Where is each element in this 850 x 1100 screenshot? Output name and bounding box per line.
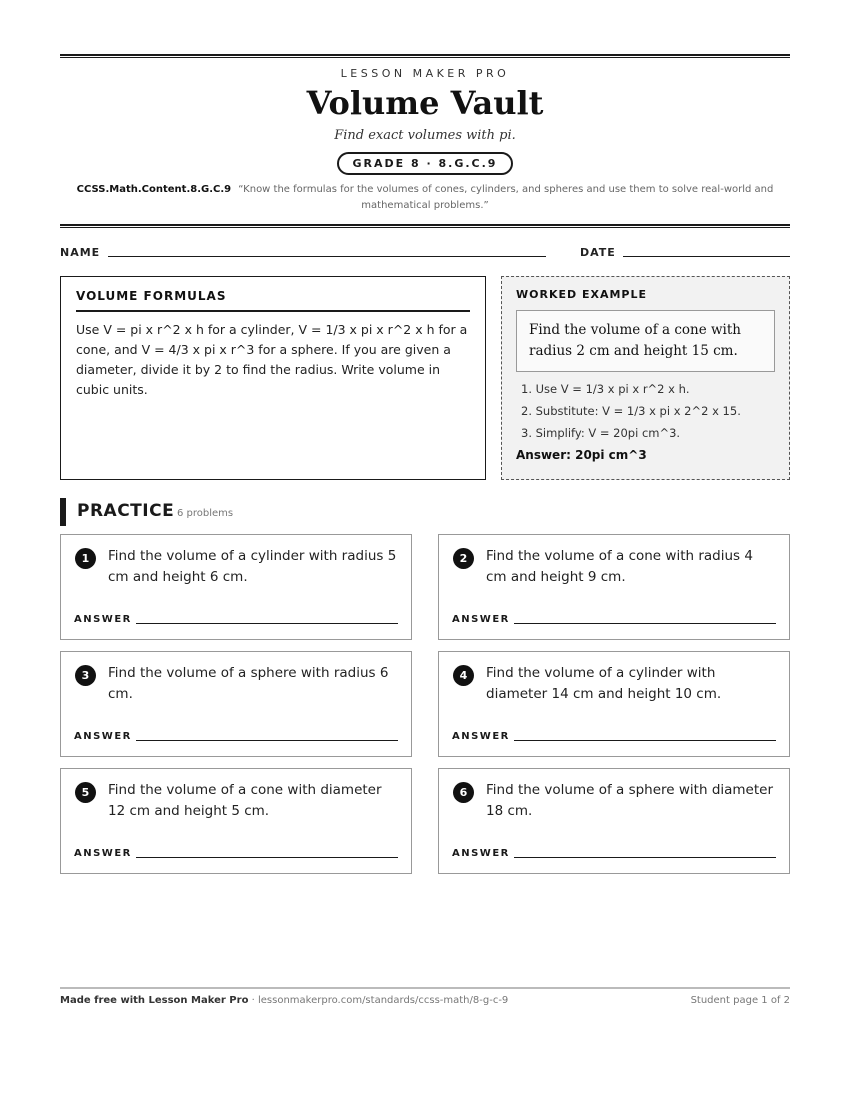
- problem-text: Find the volume of a sphere with radius 6 cm.: [108, 665, 389, 702]
- worksheet-page: [60, 0, 790, 1100]
- worked-example-box: [501, 276, 790, 480]
- answer-label: ANSWER: [452, 731, 510, 742]
- top-double-rule: [60, 54, 790, 58]
- problem-text: Find the volume of a cone with radius 4 cm and height 9 cm.: [486, 548, 753, 585]
- answer-label: ANSWER: [452, 848, 510, 859]
- example-steps: [516, 378, 775, 444]
- standard-code: CCSS.Math.Content.8.G.C.9: [76, 184, 232, 195]
- problem-number: 5: [75, 782, 96, 803]
- footer-page-number: Student page 1 of 2: [690, 995, 790, 1006]
- answer-label: ANSWER: [74, 731, 132, 742]
- problem-number: 2: [453, 548, 474, 569]
- problem-number: 1: [75, 548, 96, 569]
- answer-label: ANSWER: [452, 614, 510, 625]
- answer-label: ANSWER: [74, 614, 132, 625]
- problem-text: Find the volume of a cylinder with radius 5 cm and height 6 cm.: [108, 548, 397, 585]
- example-answer: Answer: 20pi cm^3: [516, 448, 647, 462]
- date-label: DATE: [580, 246, 616, 259]
- problem-text: Find the volume of a cylinder with diameter 14 cm and height 10 cm.: [486, 665, 722, 702]
- standard-description: [70, 182, 780, 214]
- problem-card-4: [438, 651, 790, 757]
- answer-field[interactable]: [514, 740, 776, 741]
- grade-badge: GRADE 8 · 8.G.C.9: [337, 152, 514, 175]
- page-subtitle: Find exact volumes with pi.: [334, 128, 516, 143]
- page-title: Volume Vault: [306, 84, 544, 122]
- brand-label: LESSON MAKER PRO: [340, 67, 510, 80]
- name-date-row: [60, 244, 790, 260]
- standard-text: “Know the formulas for the volumes of cones, cylinders, and spheres and use them to solve real-world and mathematical problems.”: [238, 184, 774, 211]
- answer-field[interactable]: [514, 623, 776, 624]
- problem-card-6: [438, 768, 790, 874]
- problem-card-2: [438, 534, 790, 640]
- name-field[interactable]: [108, 256, 546, 257]
- header-double-rule: [60, 224, 790, 228]
- answer-label: ANSWER: [74, 848, 132, 859]
- practice-title: PRACTICE: [77, 501, 175, 521]
- answer-field[interactable]: [136, 740, 398, 741]
- footer-made-with: Made free with Lesson Maker Pro: [60, 995, 249, 1006]
- footer-url[interactable]: · lessonmakerpro.com/standards/ccss-math/8-g-c-9: [248, 995, 509, 1006]
- problem-text: Find the volume of a sphere with diameter 18 cm.: [486, 782, 774, 819]
- volume-formulas-box: [60, 276, 486, 480]
- answer-field[interactable]: [136, 623, 398, 624]
- problem-card-5: [60, 768, 412, 874]
- problem-number: 4: [453, 665, 474, 686]
- example-heading: WORKED EXAMPLE: [516, 288, 647, 301]
- practice-count: 6 problems: [177, 508, 234, 519]
- problem-number: 6: [453, 782, 474, 803]
- problem-card-1: [60, 534, 412, 640]
- problem-text: Find the volume of a cone with diameter 12 cm and height 5 cm.: [108, 782, 382, 819]
- example-step: 1. Use V = 1/3 x pi x r^2 x h.: [521, 382, 690, 396]
- problem-card-3: [60, 651, 412, 757]
- footer-rule: [60, 987, 790, 989]
- answer-field[interactable]: [136, 857, 398, 858]
- example-problem: Find the volume of a cone with radius 2 cm and height 15 cm.: [516, 310, 775, 372]
- date-field[interactable]: [623, 256, 790, 257]
- footer-credit: [60, 995, 508, 1006]
- formulas-heading: VOLUME FORMULAS: [76, 289, 470, 312]
- example-step: 3. Simplify: V = 20pi cm^3.: [521, 426, 681, 440]
- example-step: 2. Substitute: V = 1/3 x pi x 2^2 x 15.: [521, 404, 741, 418]
- problem-number: 3: [75, 665, 96, 686]
- formulas-text: Use V = pi x r^2 x h for a cylinder, V = 1/3 x pi x r^2 x h for a cone, and V = 4/3 x pi x r^3 for a sphere. If you are given a diameter, divide it by 2 to find the radius. Write volume in cubic units.: [76, 322, 468, 397]
- name-label: NAME: [60, 246, 101, 259]
- answer-field[interactable]: [514, 857, 776, 858]
- practice-accent-bar: [60, 498, 66, 526]
